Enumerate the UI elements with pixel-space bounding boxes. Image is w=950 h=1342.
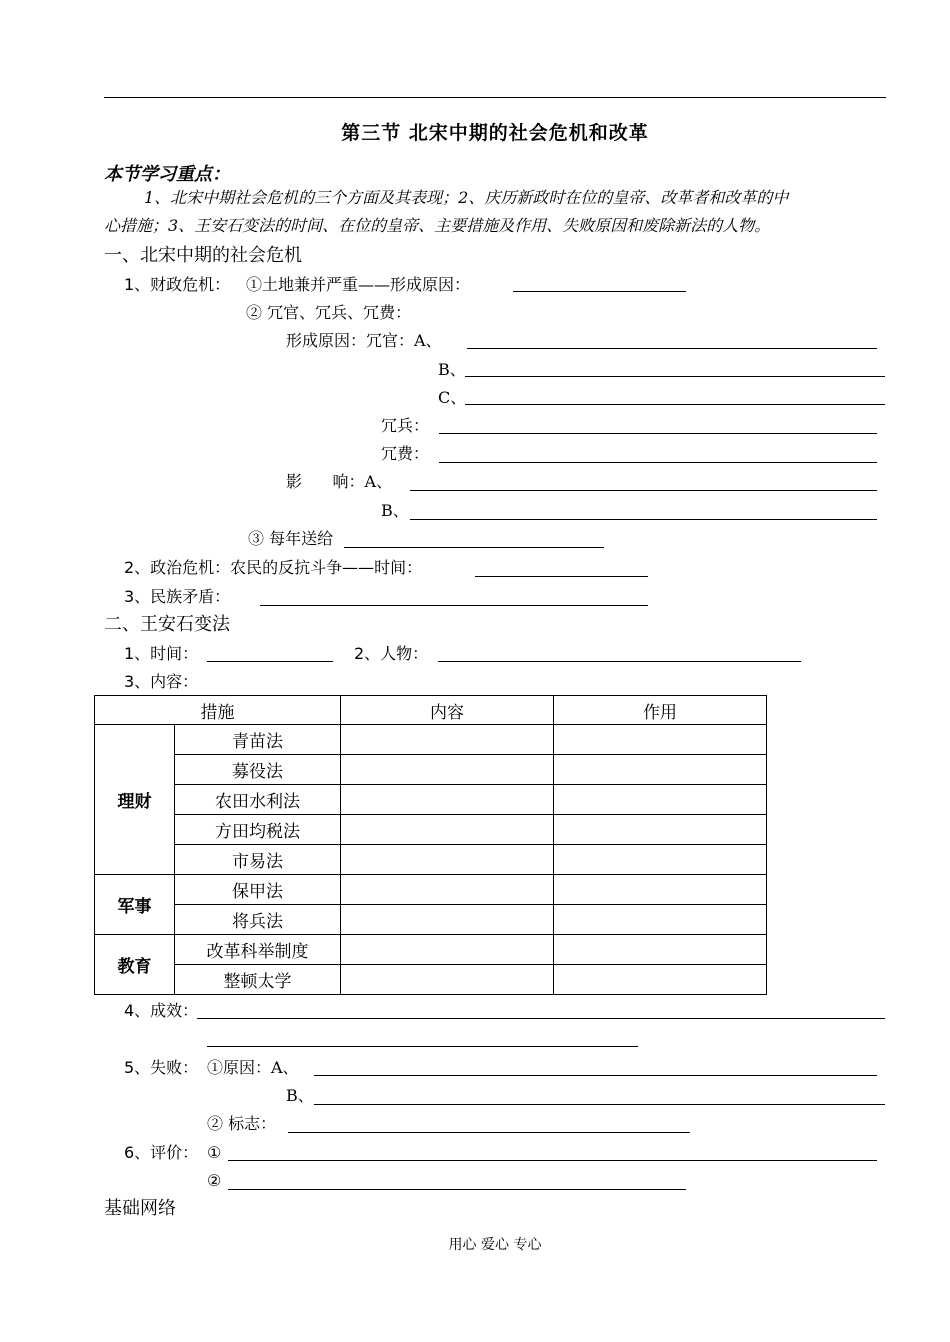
person-label: 2、人物：	[354, 644, 429, 663]
content-cell[interactable]	[341, 905, 554, 935]
redundancy-label: ② 冗官、冗兵、冗费：	[246, 303, 412, 322]
function-cell[interactable]	[554, 755, 767, 785]
impact-b-label: B、	[381, 501, 409, 520]
cause-c-label: C、	[438, 388, 467, 407]
table-row	[95, 965, 767, 995]
redundant-expenses-blank	[439, 462, 877, 463]
measure-name: 方田均税法	[175, 815, 341, 845]
content-cell[interactable]	[341, 845, 554, 875]
failure-reason-b-blank	[314, 1104, 885, 1105]
content-cell[interactable]	[341, 935, 554, 965]
function-cell[interactable]	[554, 905, 767, 935]
table-row	[95, 875, 767, 905]
measure-name: 改革科举制度	[175, 935, 341, 965]
evaluation-1-label: ①	[207, 1143, 222, 1162]
person-blank	[438, 661, 801, 662]
header-measures: 措施	[95, 696, 341, 725]
failure-reason-a-blank	[314, 1075, 877, 1076]
function-cell[interactable]	[554, 785, 767, 815]
time-blank	[207, 661, 333, 662]
land-annexation-blank	[513, 291, 686, 292]
table-row	[95, 725, 767, 755]
cause-c-blank	[465, 404, 885, 405]
evaluation-2-label: ②	[207, 1171, 222, 1190]
function-cell[interactable]	[554, 845, 767, 875]
effect-label: 4、成效：	[124, 1001, 199, 1020]
content-cell[interactable]	[341, 815, 554, 845]
function-cell[interactable]	[554, 965, 767, 995]
fiscal-crisis-label: 1、财政危机：	[124, 275, 231, 294]
impact-a-blank	[410, 490, 877, 491]
group-military: 军事	[95, 875, 175, 935]
failure-reason-label: ①原因：A、	[207, 1058, 299, 1077]
redundant-soldiers-blank	[439, 433, 877, 434]
table-row	[95, 845, 767, 875]
content-cell[interactable]	[341, 725, 554, 755]
section-2-heading: 二、王安石变法	[104, 614, 230, 635]
footer-motto: 用心 爱心 专心	[448, 1237, 542, 1253]
failure-sign-label: ② 标志：	[207, 1114, 277, 1133]
effect-blank-2	[207, 1046, 638, 1047]
measure-name: 青苗法	[175, 725, 341, 755]
table-header-row	[95, 696, 767, 725]
impact-b-blank	[410, 519, 877, 520]
function-cell[interactable]	[554, 725, 767, 755]
table-row	[95, 935, 767, 965]
content-cell[interactable]	[341, 755, 554, 785]
political-crisis-blank	[475, 576, 648, 577]
cause-b-blank	[465, 376, 885, 377]
cause-a-blank	[467, 348, 877, 349]
header-content: 内容	[341, 696, 554, 725]
redundant-soldiers-label: 冗兵：	[381, 416, 430, 435]
land-annexation-label: ①土地兼并严重——形成原因：	[246, 275, 471, 294]
time-label: 1、时间：	[124, 644, 199, 663]
measure-name: 整顿太学	[175, 965, 341, 995]
content-label: 3、内容：	[124, 672, 199, 691]
key-points-line-1: 1、北宋中期社会危机的三个方面及其表现；2、庆历新政时在位的皇帝、改革者和改革的中	[144, 188, 789, 207]
failure-label: 5、失败：	[124, 1058, 199, 1077]
content-cell[interactable]	[341, 875, 554, 905]
ethnic-conflict-blank	[260, 605, 648, 606]
content-cell[interactable]	[341, 965, 554, 995]
evaluation-1-blank	[228, 1160, 877, 1161]
function-cell[interactable]	[554, 935, 767, 965]
annual-tribute-label: ③ 每年送给	[248, 529, 334, 548]
page-title: 第三节 北宋中期的社会危机和改革	[341, 122, 649, 144]
function-cell[interactable]	[554, 815, 767, 845]
group-finance: 理财	[95, 725, 175, 875]
key-points-line-2: 心措施；3、王安石变法的时间、在位的皇帝、主要措施及作用、失败原因和废除新法的人物。	[104, 216, 771, 235]
section-1-heading: 一、北宋中期的社会危机	[104, 245, 302, 266]
content-cell[interactable]	[341, 785, 554, 815]
redundant-expenses-label: 冗费：	[381, 444, 430, 463]
political-crisis-label: 2、政治危机：农民的反抗斗争——时间：	[124, 558, 423, 577]
table-row	[95, 785, 767, 815]
failure-reason-b-label: B、	[286, 1086, 314, 1105]
measure-name: 将兵法	[175, 905, 341, 935]
table-row	[95, 905, 767, 935]
function-cell[interactable]	[554, 875, 767, 905]
header-function: 作用	[554, 696, 767, 725]
measure-name: 保甲法	[175, 875, 341, 905]
cause-redundant-officials-label: 形成原因：冗官：A、	[286, 331, 442, 350]
ethnic-conflict-label: 3、民族矛盾：	[124, 587, 231, 606]
measure-name: 市易法	[175, 845, 341, 875]
measure-name: 农田水利法	[175, 785, 341, 815]
annual-tribute-blank	[344, 547, 604, 548]
effect-blank-1	[197, 1018, 885, 1019]
key-points-heading: 本节学习重点：	[104, 164, 230, 185]
header-rule	[104, 97, 886, 98]
measure-name: 募役法	[175, 755, 341, 785]
table-row	[95, 755, 767, 785]
table-row	[95, 815, 767, 845]
reform-measures-table	[94, 695, 767, 995]
basic-network-heading: 基础网络	[104, 1198, 176, 1219]
impact-label: 影 响：A、	[286, 472, 393, 491]
evaluation-2-blank	[228, 1189, 686, 1190]
failure-sign-blank	[288, 1132, 690, 1133]
cause-b-label: B、	[438, 360, 466, 379]
group-education: 教育	[95, 935, 175, 995]
evaluation-label: 6、评价：	[124, 1143, 199, 1162]
